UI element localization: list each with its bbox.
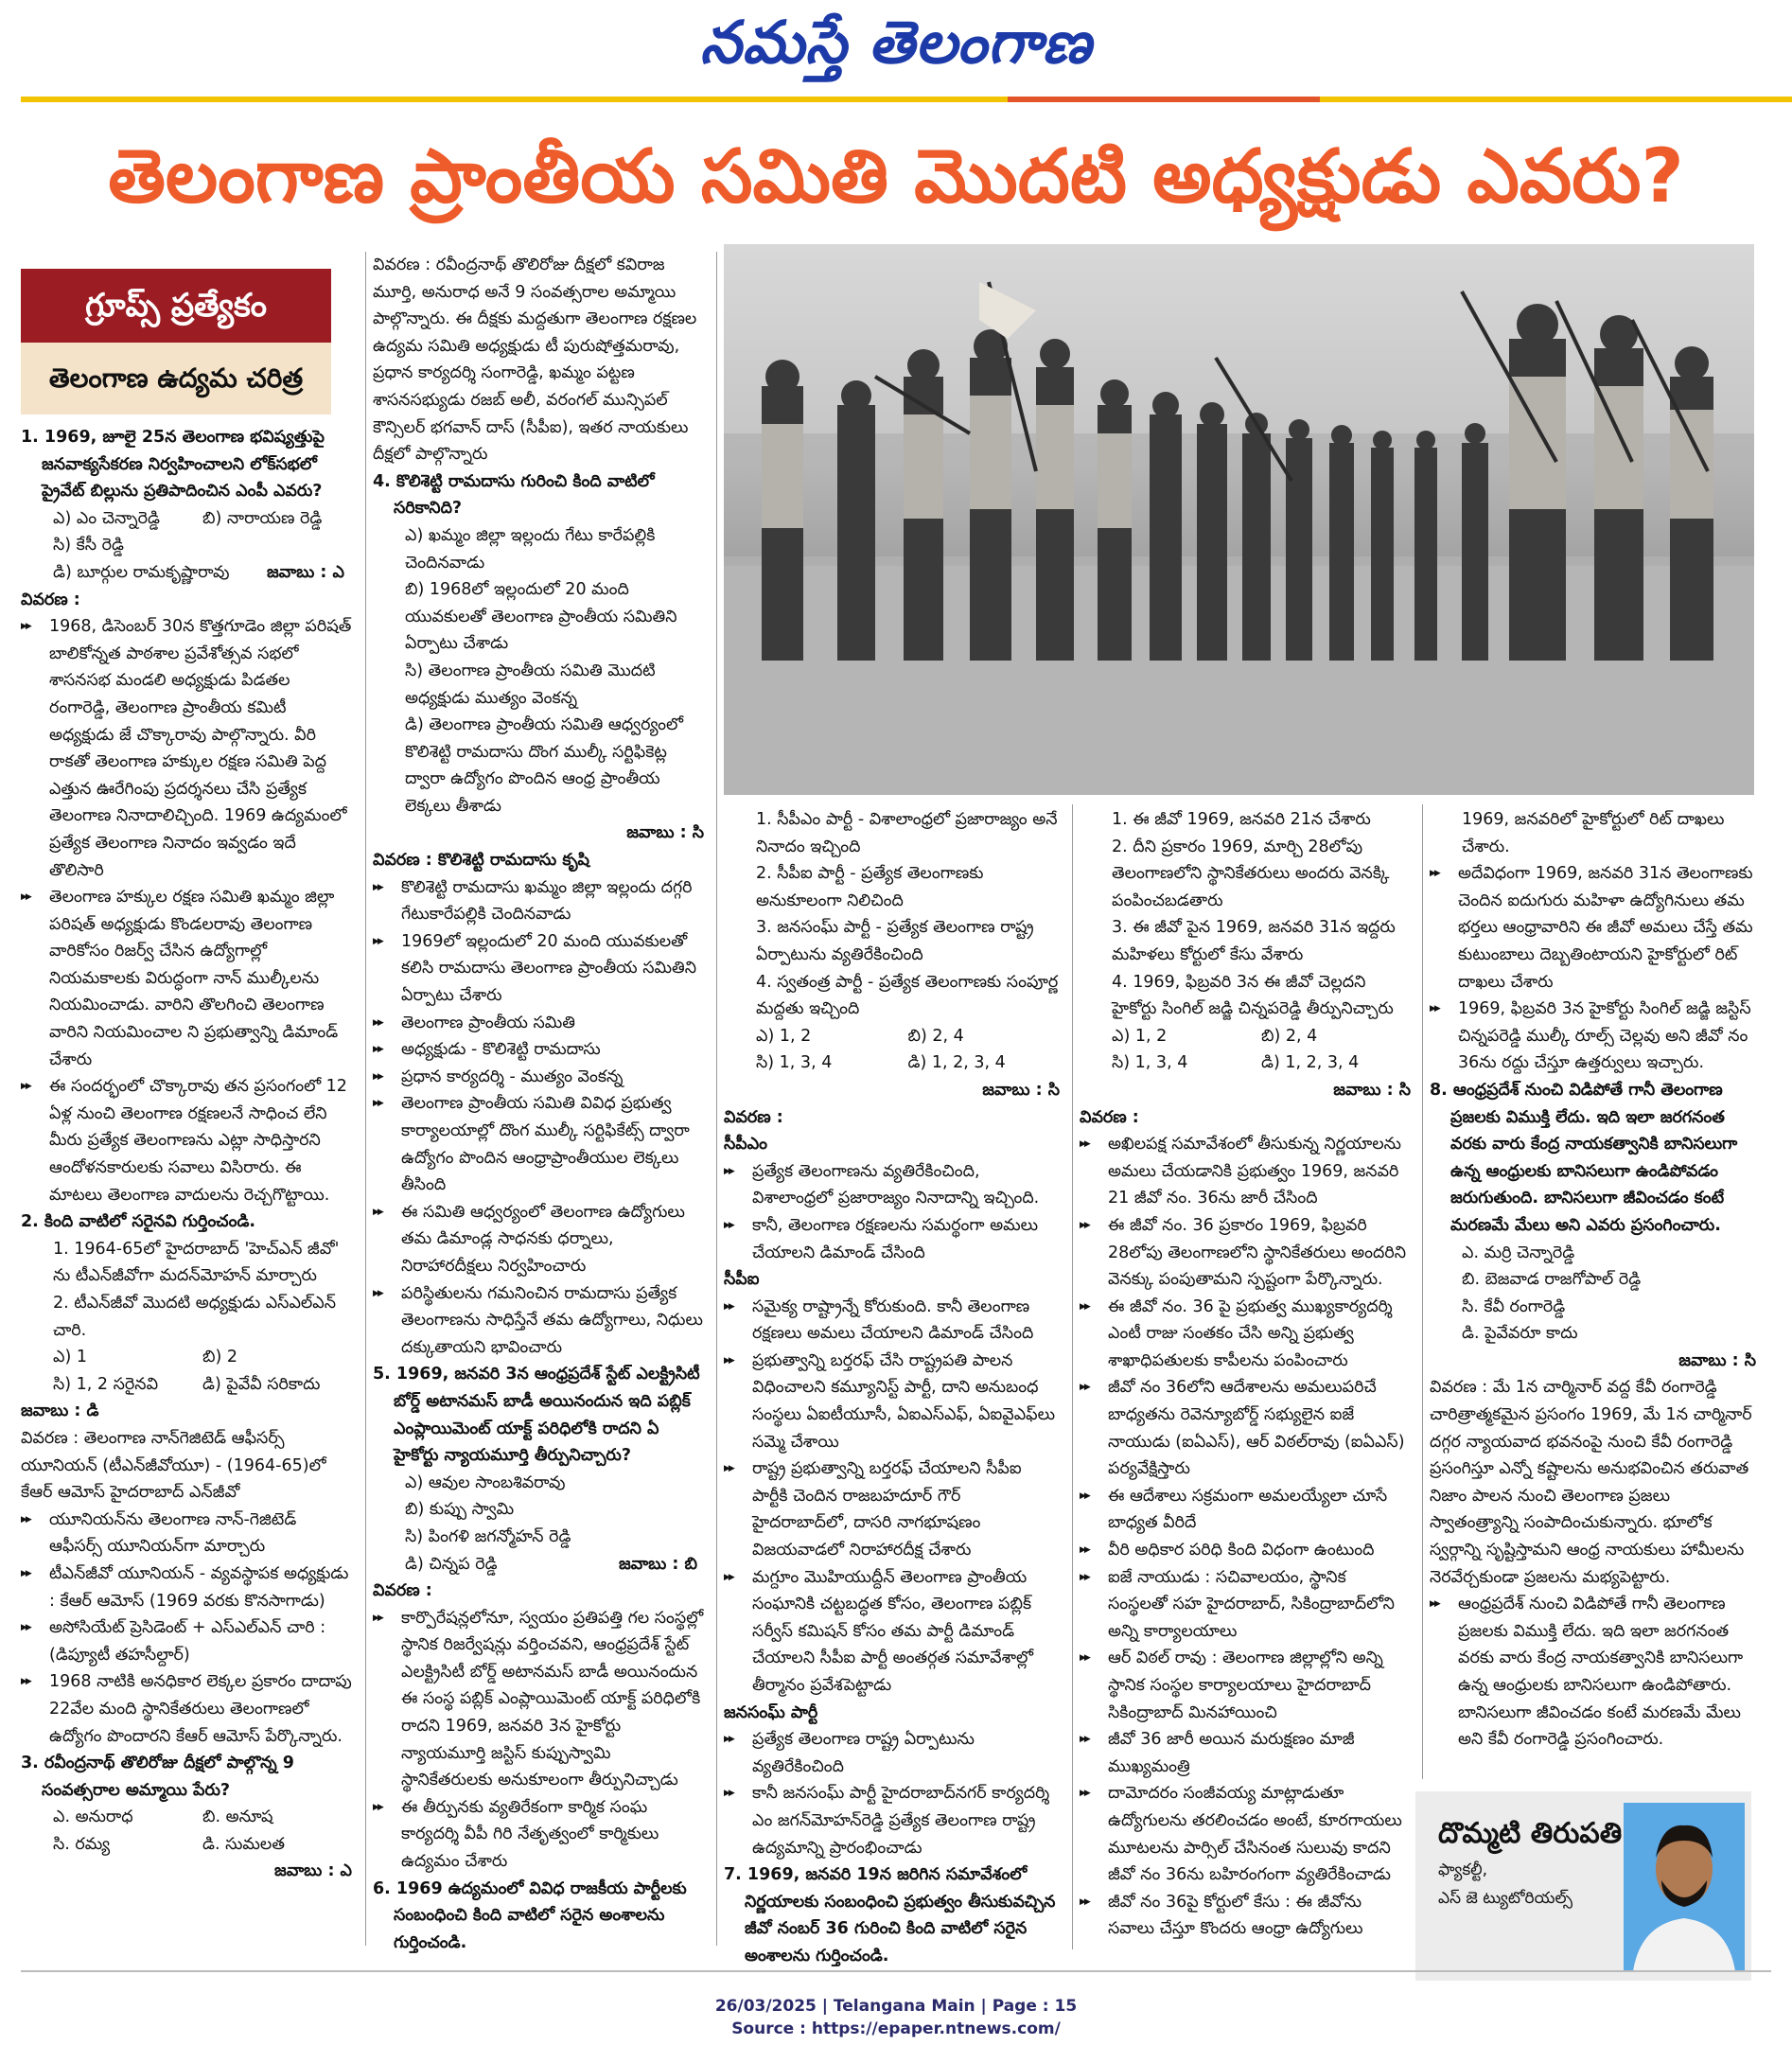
column-divider bbox=[1072, 804, 1073, 1949]
bullet: ▶▶ ఆర్ విఠల్ రావు : తెలంగాణ జిల్లాల్లోని అన్ని స్థానిక సంస్థల కార్యాలయాలు హైదరాబాద్ సికింద్రాబాద్ మినహాయించి bbox=[1080, 1645, 1411, 1726]
options-row bbox=[724, 1023, 1060, 1050]
bullet: ▶▶ 1969, ఫిబ్రవరి 3న హైకోర్టు సింగిల్ జడ్జి జస్టిస్ చిన్నపరెడ్డి ముల్కీ రూల్స్ చెల్లవు అని జీవో నం 36ను రద్దు చేస్తూ ఉత్తర్వులు ఇచ్చారు. bbox=[1430, 996, 1756, 1077]
answer: జవాబు : డి bbox=[21, 1402, 99, 1421]
option-d: డి. పైవేవరూ కాదు bbox=[1462, 1324, 1578, 1344]
bullet: ▶▶ వీరి అధికార పరిధి కింది విధంగా ఉంటుంది bbox=[1080, 1537, 1411, 1564]
option-a: ఎ) 1, 2 bbox=[1112, 1026, 1168, 1046]
bullet: ▶▶ కొలిశెట్టి రామదాసు ఖమ్మం జిల్లా ఇల్లందు దగ్గరి గేటుకారేపల్లికి చెందినవాడు bbox=[373, 874, 704, 928]
bullet: ▶▶ అసోసియేట్ ప్రెసిడెంట్ + ఎస్ఎల్ఎన్ చారి : (డిప్యూటీ తహసీల్దార్) bbox=[21, 1614, 352, 1668]
statement: 3. జనసంఘ్ పార్టీ - ప్రత్యేక తెలంగాణ రాష్ట్ర ఏర్పాటును వ్యతిరేకించింది bbox=[756, 918, 1034, 964]
option-a: ఎ) ఖమ్మం జిల్లా ఇల్లందు గేటు కారేపల్లికి చెందినవాడు bbox=[405, 525, 656, 573]
option-c: సి) తెలంగాణ ప్రాంతీయ సమితి మొదటి అధ్యక్షుడు ముత్యం వెంకన్న bbox=[405, 661, 656, 708]
question-4: 4. కొలిశెట్టి రామదాసు గురించి కింది వాటిలో సరికానిది? bbox=[373, 471, 655, 519]
option-c: సి) కేసీ రెడ్డి bbox=[53, 536, 124, 555]
bullet: ▶▶ పరిస్థితులను గమనించిన రామదాసు ప్రత్యేక తెలంగాణను సాధిస్తేనే తమ ఉద్యోగాలు, నిధులు దక్కుతాయని భావించారు bbox=[373, 1280, 704, 1362]
question-1: 1. 1969, జూలై 25న తెలంగాణ భవిష్యత్తుపై జనవాక్యసేకరణ నిర్వహించాలని లోక్‌సభలో ప్రైవేట్ బిల్లును ప్రతిపాదించిన ఎంపీ ఎవరు? bbox=[21, 428, 325, 502]
bullet: ▶▶ ఈ సమితి ఆధ్వర్యంలో తెలంగాణ ఉద్యోగులు తమ డిమాండ్ల సాధనకు ధర్నాలు, నిరాహారదీక్షలు నిర్వహించారు bbox=[373, 1199, 704, 1280]
author-name: దొమ్మటి తిరుపతి bbox=[1438, 1817, 1623, 1850]
option-a: ఎ. మర్రి చెన్నారెడ్డి bbox=[1462, 1243, 1575, 1262]
masthead-rule-accent bbox=[1008, 97, 1320, 102]
bullet: ▶▶ జీవో 36 జారీ అయిన మరుక్షణం మాజీ ముఖ్యమంత్రి bbox=[1080, 1726, 1411, 1780]
explanation-label: వివరణ : bbox=[21, 590, 80, 609]
bullet: ▶▶ తెలంగాణ ప్రాంతీయ సమితి వివిధ ప్రభుత్వ కార్యాలయాల్లో దొంగ ముల్కీ సర్టిఫికేట్స్ ద్వారా ఉద్యోగం పొందిన ఆంధ్రాప్రాంతీయుల లెక్కలు తీసింది bbox=[373, 1090, 704, 1198]
bullet: ▶▶ తెలంగాణ హక్కుల రక్షణ సమితి ఖమ్మం జిల్లా పరిషత్ అధ్యక్షుడు కొండలరావు తెలంగాణ వారికోసం రిజర్వ్ చేసిన ఉద్యోగాల్లో నియమకాలకు విరుద్ధంగా నాన్ ముల్కీలను నియమించాడు. వారిని తొలగించి తెలంగాణ వారిని నియమించాల ని ప్రభుత్వాన్ని డిమాండ్ చేశారు bbox=[21, 884, 352, 1073]
column-1 bbox=[21, 424, 352, 1885]
option-b: బి) 2, 4 bbox=[907, 1026, 964, 1046]
explanation-label: వివరణ : bbox=[1080, 1107, 1139, 1127]
option-d: డి) పైవేవీ సరికాదు bbox=[202, 1374, 321, 1394]
author-org: ఎస్ జె ట్యుటోరియల్స్ bbox=[1438, 1889, 1573, 1908]
bullet: ▶▶ ఈ సందర్భంలో చొక్కారావు తన ప్రసంగంలో 12 ఏళ్ల నుంచి తెలంగాణ రక్షణలనే సాధించ లేని మీరు ప్రత్యేక తెలంగాణను ఎట్లా సాధిస్తారని ఆందోళనకారులకు సవాలు విసిరారు. ఈ మాటలు తెలంగాణ వాదులను రెచ్చగొట్టాయి. bbox=[21, 1073, 352, 1208]
option-c: సి) 1, 3, 4 bbox=[1112, 1053, 1188, 1073]
answer: జవాబు : ఎ bbox=[267, 562, 344, 582]
option-b: బి. బెజవాడ రాజగోపాల్ రెడ్డి bbox=[1462, 1270, 1642, 1290]
footer-source-link[interactable]: Source : https://epaper.ntnews.com/ bbox=[731, 2019, 1061, 2038]
bullet: ▶▶ కానీ, తెలంగాణ రక్షణలను సమర్థంగా అమలు చేయాలని డిమాండ్ చేసింది bbox=[724, 1212, 1060, 1266]
option-a: ఎ) 1 bbox=[53, 1348, 87, 1367]
historical-photo bbox=[724, 244, 1754, 795]
column-divider bbox=[716, 252, 717, 1946]
marching-volunteers-illustration bbox=[724, 244, 1754, 795]
option-b: బి) నారాయణ రెడ్డి bbox=[202, 508, 323, 528]
statement: 1. ఈ జీవో 1969, జనవరి 21న చేశారు bbox=[1112, 810, 1371, 829]
bullet: ▶▶ ఆంధ్రప్రదేశ్ నుంచి విడిపోతే గానీ తెలంగాణ ప్రజలకు విముక్తి లేదు. ఇది ఇలా జరగనంత వరకు వారు కేంద్ర నాయకత్వానికి బానిసలుగా ఉన్న ఆంధ్రులకు బానిసలుగా ఉండిపోతారు. బానిసలుగా జీవించడం కంటే మరణమే మేలు అని కేవీ రంగారెడ్డి ప్రసంగించారు. bbox=[1430, 1591, 1756, 1754]
column-4 bbox=[1080, 806, 1411, 1943]
bullet: ▶▶ 1969లో ఇల్లందులో 20 మంది యువకులతో కలిసి రామదాసు తెలంగాణ ప్రాంతీయ సమితిని ఏర్పాటు చేశారు bbox=[373, 928, 704, 1010]
answer: జవాబు : సి bbox=[1333, 1080, 1411, 1100]
options-row bbox=[21, 559, 352, 587]
party-heading: సీపీఐ bbox=[724, 1270, 760, 1290]
bullet: ▶▶ ఈ ఆదేశాలు సక్రమంగా అమలయ్యేలా చూసే బాధ్యత వీరిదే bbox=[1080, 1483, 1411, 1537]
bullet: ▶▶ అధ్యక్షుడు - కొలిశెట్టి రామదాసు bbox=[373, 1036, 704, 1064]
option-c: సి. కేవీ రంగారెడ్డి bbox=[1462, 1296, 1566, 1316]
option-d: డి) చిన్నప రెడ్డి bbox=[405, 1554, 498, 1574]
option-b: బి) 2, 4 bbox=[1261, 1026, 1318, 1046]
bullet: ▶▶ అదేవిధంగా 1969, జనవరి 31న తెలంగాణకు చెందిన ఐదుగురు మహిళా ఉద్యోగినులు తమ భర్తలు ఆంధ్రావారిని ఈ జీవో అమలు చేస్తే తమ కుటుంబాలు దెబ్బతింటాయని హైకోర్టులో రిట్ దాఖలు చేశారు bbox=[1430, 860, 1756, 996]
explanation: వివరణ : రవీంద్రనాథ్ తొలిరోజు దీక్షలో కవిరాజ మూర్తి, అనురాధ అనే 9 సంవత్సరాల అమ్మాయి పాల్గొన్నారు. ఈ దీక్షకు మద్దతుగా తెలంగాణ రక్షణల ఉద్యమ సమితి అధ్యక్షుడు టీ పురుషోత్తమరావు, ప్రధాన కార్యదర్శి సంగారెడ్డి, ఖమ్మం పట్టణ శాసనసభ్యుడు రజబ్ అలీ, వరంగల్ మున్సిపల్ కౌన్సిలర్ భగవాన్ దాస్ (సీపీఐ), ఇతర నాయకులు దీక్షలో పాల్గొన్నారు bbox=[373, 256, 697, 465]
options-row bbox=[1080, 1049, 1411, 1077]
options-row bbox=[1080, 1023, 1411, 1050]
option-c: సి) 1, 3, 4 bbox=[756, 1053, 833, 1073]
option-b: బి) 1968లో ఇల్లందులో 20 మంది యువకులతో తెలంగాణ ప్రాంతీయ సమితిని ఏర్పాటు చేశాడు bbox=[405, 580, 677, 654]
party-heading: సీపీఎం bbox=[724, 1135, 768, 1155]
bullet: ▶▶ ప్రత్యేక తెలంగాణ రాష్ట్ర ఏర్పాటును వ్యతిరేకించింది bbox=[724, 1726, 1060, 1780]
question-2: 2. కింది వాటిలో సరైనవి గుర్తించండి. bbox=[21, 1212, 256, 1232]
column-divider bbox=[1422, 804, 1423, 1779]
bullet: ▶▶ తెలంగాణ ప్రాంతీయ సమితి bbox=[373, 1010, 704, 1037]
option-d: డి) 1, 2, 3, 4 bbox=[907, 1053, 1006, 1073]
answer: జవాబు : ఎ bbox=[274, 1861, 352, 1881]
bullet: ▶▶ ఈ జీవో నం. 36 పై ప్రభుత్వ ముఖ్యకార్యదర్శి ఎంటీ రాజు సంతకం చేసి అన్ని ప్రభుత్వ శాఖాధిపతులకు కాపీలను పంపించారు bbox=[1080, 1294, 1411, 1375]
bullet: ▶▶ ఈ జీవో నం. 36 ప్రకారం 1969, ఫిబ్రవరి 28లోపు తెలంగాణలోని స్థానికేతరులు అందరిని వెనక్కు పంపుతామని స్పష్టంగా పేర్కొన్నారు. bbox=[1080, 1212, 1411, 1294]
column-5 bbox=[1430, 806, 1756, 1754]
options-row bbox=[21, 1371, 352, 1399]
bullet: ▶▶ ప్రత్యేక తెలంగాణను వ్యతిరేకించింది, విశాలాంధ్రలో ప్రజారాజ్యం నినాదాన్ని ఇచ్చింది. bbox=[724, 1158, 1060, 1212]
option-b: బి. అనూష bbox=[202, 1807, 273, 1827]
question-7: 7. 1969, జనవరి 19న జరిగిన సమావేశంలో నిర్ణయాలకు సంబంధించి ప్రభుత్వం తీసుకువచ్చిన జీవో నంబర్ 36 గురించి కింది వాటిలో సరైన అంశాలను గుర్తించండి. bbox=[724, 1865, 1056, 1966]
option-a: ఎ) 1, 2 bbox=[756, 1026, 812, 1046]
question-6: 6. 1969 ఉద్యమంలో వివిధ రాజకీయ పార్టీలకు సంబంధించి కింది వాటిలో సరైన అంశాలను గుర్తించండి. bbox=[373, 1878, 687, 1952]
question-3: 3. రవీంద్రనాథ్ తొలిరోజు దీక్షలో పాల్గొన్న 9 సంవత్సరాల అమ్మాయి పేరు? bbox=[21, 1754, 294, 1800]
author-photo bbox=[1624, 1803, 1745, 1971]
statement: 1. సీపీఎం పార్టీ - విశాలాంధ్రలో ప్రజారాజ్యం అనే నినాదం ఇచ్చింది bbox=[756, 810, 1058, 856]
option-d: డి. సుమలత bbox=[202, 1834, 285, 1854]
section-badge: గ్రూప్స్ ప్రత్యేకం bbox=[21, 269, 331, 343]
question-8: 8. ఆంధ్రప్రదేశ్ నుంచి విడిపోతే గానీ తెలంగాణ ప్రజలకు విముక్తి లేదు. ఇది ఇలా జరగనంత వరకు వారు కేంద్ర నాయకత్వానికి బానిసలుగా ఉన్న ఆంధ్రులకు బానిసలుగా ఉండిపోవడం జరుగుతుంది. బానిసలుగా జీవించడం కంటే మరణమే మేలు అని ఎవరు ప్రసంగించారు. bbox=[1430, 1080, 1738, 1235]
continuation-text: 1969, జనవరిలో హైకోర్టులో రిట్ దాఖలు చేశారు. bbox=[1462, 810, 1725, 856]
newspaper-logo: నమస్తే తెలంగాణ bbox=[699, 8, 1093, 77]
bullet: ▶▶ యూనియన్‌ను తెలంగాణ నాన్-గెజిటెడ్ ఆఫీసర్స్ యూనియన్‌గా మార్చారు bbox=[21, 1507, 352, 1560]
bullet: ▶▶ ప్రధాన కార్యదర్శి - ముత్యం వెంకన్న bbox=[373, 1064, 704, 1091]
option-c: సి) పింగళి జగన్మోహన్ రెడ్డి bbox=[405, 1526, 571, 1546]
explanation: వివరణ : తెలంగాణ నాన్‌గెజిటెడ్ ఆఫీసర్స్ యూనియన్ (టీఎన్‌జీవోయూ) - (1964-65)లో కేఆర్ ఆమోస్ హైదరాబాద్ ఎన్‌జీవో bbox=[21, 1428, 326, 1503]
option-c: సి. రమ్య bbox=[53, 1834, 111, 1854]
option-d: డి) తెలంగాణ ప్రాంతీయ సమితి ఆధ్వర్యంలో కొలిశెట్టి రామదాసు దొంగ ముల్కీ సర్టిఫికెట్ల ద్వారా ఉద్యోగం పొందిన ఆంధ్ర ప్రాంతీయ లెక్కలు తీశాడు bbox=[405, 715, 683, 816]
options-row bbox=[373, 1551, 704, 1578]
answer: జవాబు : సి bbox=[1678, 1350, 1756, 1370]
bullet: ▶▶ కానీ జనసంఘ్ పార్టీ హైదరాబాద్‌నగర్ కార్యదర్శి ఎం జగన్‌మోహన్‌రెడ్డి ప్రత్యేక తెలంగాణ రాష్ట్ర ఉద్యమాన్ని ప్రారంభించాడు bbox=[724, 1780, 1060, 1861]
statement: 3. ఈ జీవో పైన 1969, జనవరి 31న ఇద్దరు మహిళలు కోర్టులో కేసు వేశారు bbox=[1112, 918, 1396, 964]
option-b: బి) కుప్పు స్వామి bbox=[405, 1500, 515, 1520]
answer: జవాబు : సి bbox=[982, 1080, 1060, 1100]
statement: 2. టీఎన్‌జీవో మొదటి అధ్యక్షుడు ఎస్ఎల్ఎన్ చారి. bbox=[53, 1294, 337, 1340]
option-a: ఎ. అనురాధ bbox=[53, 1807, 133, 1827]
bullet: ▶▶ ప్రభుత్వాన్ని బర్తరఫ్ చేసి రాష్ట్రపతి పాలన విధించాలని కమ్యూనిస్ట్ పార్టీ, దాని అనుబంధ సంస్థలు ఏఐటీయూసీ, ఏఐఎస్ఎఫ్, ఏఐవైఎఫ్‌లు సమ్మె చేశాయి bbox=[724, 1348, 1060, 1455]
options-row bbox=[21, 1344, 352, 1371]
answer: జవాబు : బి bbox=[619, 1554, 697, 1574]
footer-rule bbox=[21, 1970, 1771, 1972]
author-portrait-icon bbox=[1624, 1803, 1745, 1971]
bullet: ▶▶ జీవో నం 36పై కోర్టులో కేసు : ఈ జీవోను సవాలు చేస్తూ కొందరు ఆంధ్రా ఉద్యోగులు bbox=[1080, 1889, 1411, 1943]
bullet: ▶▶ ఐజే నాయుడు : సచివాలయం, స్థానిక సంస్థలతో సహ హైదరాబాద్, సికింద్రాబాద్‌లోని అన్ని కార్యాలయాలు bbox=[1080, 1564, 1411, 1646]
bullet: ▶▶ మగ్దూం మొహియుద్దీన్ తెలంగాణ ప్రాంతీయ సంఘానికి చట్టబద్ధత కోసం, తెలంగాణ పబ్లిక్ సర్వీస్ కమిషన్ కోసం తమ పార్టీ డిమాండ్ చేయాలని సీపీఐ పార్టీ అంతర్గత సమావేశాల్లో తీర్మానం ప్రవేశపెట్టాడు bbox=[724, 1564, 1060, 1700]
bullet: ▶▶ సమైక్య రాష్ట్రాన్నే కోరుకుంది. కానీ తెలంగాణ రక్షణలు అమలు చేయాలని డిమాండ్ చేసింది bbox=[724, 1294, 1060, 1348]
options-row bbox=[21, 1804, 352, 1831]
options-row bbox=[724, 1049, 1060, 1077]
party-heading: జనసంఘ్ పార్టీ bbox=[724, 1702, 818, 1722]
masthead-rule bbox=[21, 97, 1792, 102]
answer: జవాబు : సి bbox=[626, 823, 704, 843]
bullet: ▶▶ కార్పొరేషన్లలోనూ, స్వయం ప్రతిపత్తి గల సంస్థల్లో స్థానిక రిజర్వేషన్లు వర్తించవని, ఆంధ్రప్రదేశ్ స్టేట్ ఎలక్ట్రిసిటీ బోర్డ్ అటానమస్ బాడీ అయినందున ఈ సంస్థ పబ్లిక్ ఎంప్లాయిమెంట్ యాక్ట్ పరిధిలోకి రాదని 1969, జనవరి 3న హైకోర్టు న్యాయమూర్తి జస్టిస్ కుప్పుస్వామి స్థానికేతరులకు అనుకూలంగా తీర్పునిచ్చాడు bbox=[373, 1605, 704, 1794]
explanation-label: వివరణ : bbox=[373, 1581, 432, 1601]
bullet: ▶▶ దామోదరం సంజీవయ్య మాట్లాడుతూ ఉద్యోగులను తరలించడం అంటే, కూరగాయలు మూటలను పార్సిల్ చేసినంత సులువు కాదని జీవో నం 36ను బహిరంగంగా వ్యతిరేకించాడు bbox=[1080, 1780, 1411, 1888]
section-subtitle: తెలంగాణ ఉద్యమ చరిత్ర bbox=[21, 343, 331, 414]
statement: 2. సీపీఐ పార్టీ - ప్రత్యేక తెలంగాణకు అనుకూలంగా నిలిచింది bbox=[756, 864, 984, 910]
question-5: 5. 1969, జనవరి 3న ఆంధ్రప్రదేశ్ స్టేట్ ఎలక్ట్రిసిటీ బోర్డ్ అటానమస్ బాడీ అయినందున ఇది పబ్లిక్ ఎంప్లాయిమెంట్ యాక్ట్ పరిధిలోకి రాదని ఏ హైకోర్టు న్యాయమూర్తి తీర్పునిచ్చారు? bbox=[373, 1365, 700, 1466]
option-a: ఎ) ఆవుల సాంబశివరావు bbox=[405, 1472, 566, 1492]
option-c: సి) 1, 2 సరైనవి bbox=[53, 1374, 159, 1394]
bullet: ▶▶ జీవో నం 36లోని ఆదేశాలను అమలుపరిచే బాధ్యతను రెవెన్యూబోర్డ్ సభ్యులైన ఐజే నాయుడు (ఐఏఎస్), ఆర్ విఠల్‌రావు (ఐఏఎస్) పర్యవేక్షిస్తారు bbox=[1080, 1374, 1411, 1482]
column-3 bbox=[724, 806, 1060, 1970]
bullet: ▶▶ టీఎన్‌జీవో యూనియన్ - వ్యవస్థాపక అధ్యక్షుడు : కేఆర్ ఆమోస్ (1969 వరకు కొనసాగాడు) bbox=[21, 1560, 352, 1614]
bullet: ▶▶ 1968, డిసెంబర్ 30న కొత్తగూడెం జిల్లా పరిషత్ బాలికోన్నత పాఠశాల ప్రవేశోత్సవ సభలో శాసనసభ మండలి అధ్యక్షుడు పిడతల రంగారెడ్డి, తెలంగాణ ప్రాంతీయ కమిటీ అధ్యక్షుడు జే చొక్కారావు పాల్గొన్నారు. వీరి రాకతో తెలంగాణ హక్కుల రక్షణ సమితి పెద్ద ఎత్తున ఊరేగింపు ప్రదర్శనలు చేసి ప్రత్యేక తెలంగాణ నినాదాలిచ్చింది. 1969 ఉద్యమంలో ప్రత్యేక తెలంగాణ నినాదం ఇవ్వడం ఇదే తొలిసారి bbox=[21, 613, 352, 884]
bullet: ▶▶ అఖిలపక్ష సమావేశంలో తీసుకున్న నిర్ణయాలను అమలు చేయడానికి ప్రభుత్వం 1969, జనవరి 21 జీవో నం. 36ను జారీ చేసింది bbox=[1080, 1131, 1411, 1212]
option-b: బి) 2 bbox=[202, 1348, 238, 1367]
masthead bbox=[0, 0, 1792, 95]
explanation: వివరణ : కొలిశెట్టి రామదాసు కృషి bbox=[373, 851, 589, 871]
author-role: ఫ్యాకల్టీ, bbox=[1438, 1860, 1488, 1879]
explanation: వివరణ : మే 1న చార్మినార్ వద్ద కేవీ రంగారెడ్డి చారిత్రాత్మకమైన ప్రసంగం 1969, మే 1న చార్మినార్ దగ్గర న్యాయవాద భవనంపై నుంచి కేవీ రంగారెడ్డి ప్రసంగిస్తూ ఎన్నో కష్టాలను అనుభవించిన తరువాత నిజాం పాలన నుంచి తెలంగాణ ప్రజలు స్వాతంత్ర్యాన్ని సంపాదించుకున్నారు. భూలోక స్వర్గాన్ని సృష్టిస్తామని ఆంధ్ర నాయకులు హామీలను నెరవేర్చకుండా ప్రజలను మభ్యపెట్టారు. bbox=[1430, 1378, 1752, 1587]
headline: తెలంగాణ ప్రాంతీయ సమితి మొదటి అధ్యక్షుడు ఎవరు? bbox=[108, 134, 1684, 220]
bullet: ▶▶ ఈ తీర్పునకు వ్యతిరేకంగా కార్మిక సంఘ కార్యదర్శి వీపీ గిరి నేతృత్వంలో కార్మికులు ఉద్యమం చేశారు bbox=[373, 1794, 704, 1876]
option-d: డి) బూర్గుల రామకృష్ణారావు bbox=[53, 562, 230, 582]
option-a: ఎ) ఎం చెన్నారెడ్డి bbox=[53, 508, 160, 528]
options-row bbox=[21, 1831, 352, 1859]
statement: 1. 1964-65లో హైదరాబాద్ 'హెచ్ఎన్ జీవో' ను టీఎన్‌జీవోగా మదన్‌మోహన్ మార్చారు bbox=[53, 1239, 340, 1286]
statement: 4. స్వతంత్ర పార్టీ - ప్రత్యేక తెలంగాణకు సంపూర్ణ మద్దతు ఇచ్చింది bbox=[756, 972, 1059, 1019]
statement: 2. దీని ప్రకారం 1969, మార్చి 28లోపు తెలంగాణలోని స్థానికేతరులు అందరు వెనక్కి పంపించబడతారు bbox=[1112, 837, 1390, 910]
explanation-label: వివరణ : bbox=[724, 1107, 783, 1127]
bullet: ▶▶ రాష్ట్ర ప్రభుత్వాన్ని బర్తరఫ్ చేయాలని సీపీఐ పార్టీకి చెందిన రాజబహదూర్ గౌర్ హైదరాబాద్‌లో, దాసరి నాగభూషణం విజయవాడలో నిరాహారదీక్ష చేశారు bbox=[724, 1455, 1060, 1563]
footer-edition: 26/03/2025 | Telangana Main | Page : 15 bbox=[714, 1997, 1078, 2016]
column-divider bbox=[365, 252, 366, 1946]
bullet: ▶▶ 1968 నాటికి అనధికార లెక్కల ప్రకారం దాదాపు 22వేల మంది స్థానికేతరులు తెలంగాణలో ఉద్యోగం పొందారని కేఆర్ ఆమోస్ పేర్కొన్నారు. bbox=[21, 1668, 352, 1750]
column-2 bbox=[373, 252, 704, 1956]
options-row bbox=[21, 505, 352, 533]
option-d: డి) 1, 2, 3, 4 bbox=[1261, 1053, 1360, 1073]
statement: 4. 1969, ఫిబ్రవరి 3న ఈ జీవో చెల్లదని హైకోర్టు సింగిల్ జడ్జి చిన్నపరెడ్డి తీర్పునిచ్చారు bbox=[1112, 972, 1394, 1019]
